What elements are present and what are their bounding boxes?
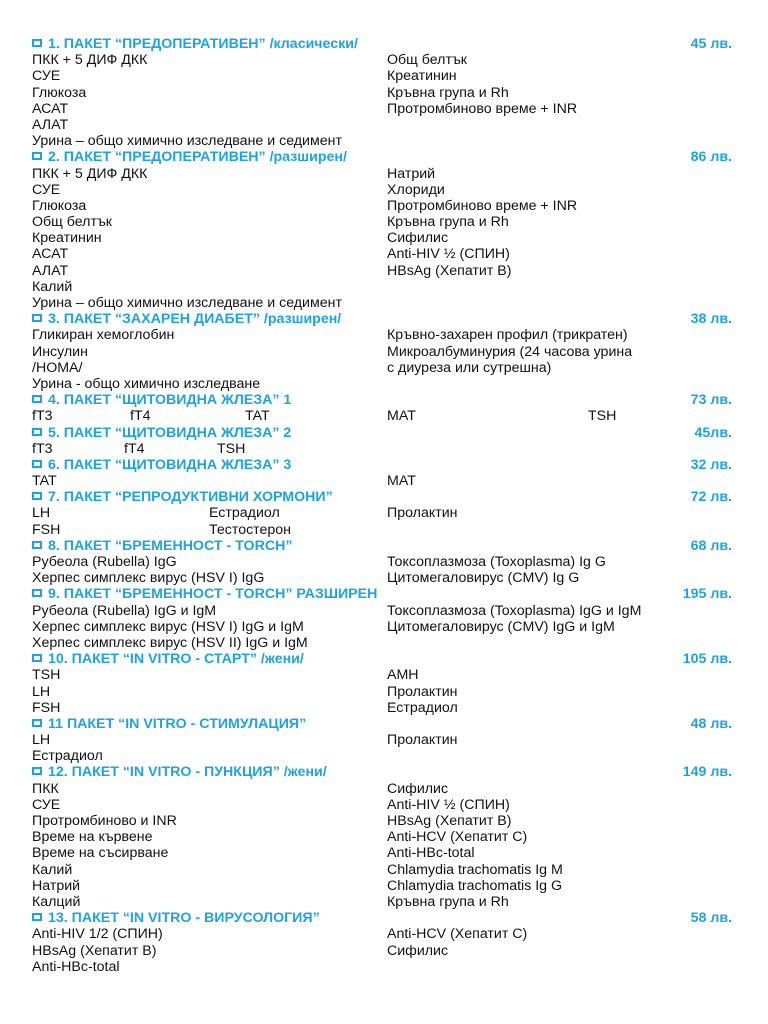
- test-item: Цитомегаловирус (CMV) IgG и IgM: [387, 618, 615, 635]
- package-price: 86 лв.: [690, 149, 732, 166]
- test-item: с диуреза или сутрешна): [387, 359, 552, 376]
- test-row: [32, 845, 736, 861]
- test-item: Хлориди: [387, 181, 445, 198]
- package-title: 1. ПАКЕТ “ПРЕДОПЕРАТИВЕН” /класически/: [48, 36, 358, 52]
- test-item: Сифилис: [387, 230, 449, 247]
- test-item: Тестостерон: [209, 521, 292, 538]
- checkbox-square-icon: [32, 541, 42, 549]
- test-item: fT4: [124, 440, 145, 457]
- test-item: АЛАТ: [32, 116, 69, 133]
- test-item: Кръвна група и Rh: [387, 893, 509, 910]
- test-item: Anti-HIV ½ (СПИН): [387, 246, 510, 263]
- test-row: [32, 360, 736, 376]
- test-row: [32, 101, 736, 117]
- test-item: fT3: [32, 440, 53, 457]
- package-title: 11 ПАКЕТ “IN VITRO - СТИМУЛАЦИЯ”: [48, 715, 307, 732]
- package-5: [32, 425, 736, 457]
- test-item: Пролактин: [387, 505, 458, 522]
- test-item: Протромбиново и INR: [32, 813, 177, 829]
- checkbox-square-icon: [32, 460, 42, 468]
- checkbox-square-icon: [32, 589, 42, 597]
- package-header: [32, 311, 736, 327]
- test-row: [32, 635, 736, 651]
- test-item: СУЕ: [32, 181, 61, 198]
- test-row: [32, 732, 736, 748]
- test-row: [32, 376, 736, 392]
- package-10: [32, 651, 736, 716]
- test-row: [32, 959, 736, 975]
- checkbox-square-icon: [32, 492, 42, 500]
- package-price: 48 лв.: [690, 715, 732, 732]
- package-price: 32 лв.: [690, 456, 732, 473]
- test-row: [32, 441, 736, 457]
- test-item: TSH: [32, 667, 61, 684]
- test-row: [32, 878, 736, 894]
- test-row: [32, 943, 736, 959]
- test-row: [32, 182, 736, 198]
- package-4: [32, 392, 736, 424]
- package-title: 5. ПАКЕТ “ЩИТОВИДНА ЖЛЕЗА” 2: [48, 424, 292, 441]
- test-item: HBsAg (Хепатит B): [32, 942, 157, 959]
- package-price: 58 лв.: [690, 910, 732, 927]
- package-price: 195 лв.: [682, 586, 732, 603]
- test-row: [32, 214, 736, 230]
- checkbox-square-icon: [32, 395, 42, 403]
- package-11: [32, 716, 736, 765]
- test-item: MAT: [387, 408, 416, 425]
- test-item: LH: [32, 683, 51, 700]
- test-item: Anti-HCV (Хепатит C): [387, 926, 528, 943]
- package-header: [32, 149, 736, 165]
- test-item: Естрадиол: [209, 505, 280, 522]
- test-row: [32, 781, 736, 797]
- package-header: [32, 425, 736, 441]
- test-item: fT4: [130, 408, 151, 425]
- package-title: 9. ПАКЕТ “БРЕМЕННОСТ - TORCH” РАЗШИРЕН: [48, 586, 378, 603]
- test-item: FSH: [32, 699, 61, 716]
- package-header: [32, 764, 736, 780]
- test-row: [32, 117, 736, 133]
- test-row: [32, 327, 736, 343]
- package-price: 149 лв.: [682, 764, 732, 781]
- package-title: 8. ПАКЕТ “БРЕМЕННОСТ - TORCH”: [48, 537, 293, 554]
- package-price: 105 лв.: [682, 651, 732, 668]
- test-item: Сифилис: [387, 780, 449, 797]
- test-item: HBsAg (Хепатит B): [387, 262, 512, 279]
- test-item: Урина – общо химично изследване и седимент: [32, 295, 342, 311]
- test-item: Anti-HIV 1/2 (СПИН): [32, 926, 163, 943]
- test-item: Натрий: [387, 165, 436, 182]
- test-item: Калций: [32, 893, 81, 910]
- test-item: ПКК + 5 ДИФ ДКК: [32, 165, 148, 182]
- test-item: Херпес симплекс вирус (HSV II) IgG и IgM: [32, 634, 308, 651]
- test-item: Рубеола (Rubella) IgG: [32, 554, 177, 570]
- package-7: [32, 489, 736, 538]
- package-6: [32, 457, 736, 489]
- test-row: [32, 295, 736, 311]
- test-item: АСАТ: [32, 246, 69, 263]
- test-row: [32, 813, 736, 829]
- package-title: 13. ПАКЕТ “IN VITRO - ВИРУСОЛОГИЯ”: [48, 910, 320, 927]
- test-row: [32, 700, 736, 716]
- package-title: 7. ПАКЕТ “РЕПРОДУКТИВНИ ХОРМОНИ”: [48, 489, 333, 506]
- test-item: АЛАТ: [32, 262, 69, 279]
- test-item: Естрадиол: [32, 748, 103, 765]
- test-row: [32, 748, 736, 764]
- test-row: [32, 926, 736, 942]
- test-item: Рубеола (Rubella) IgG и IgM: [32, 602, 217, 619]
- test-item: Общ белтък: [387, 52, 468, 69]
- test-item: Anti-HBc-total: [387, 845, 475, 862]
- test-item: Anti-HIV ½ (СПИН): [387, 796, 510, 813]
- test-row: [32, 797, 736, 813]
- package-9: [32, 586, 736, 651]
- package-header: [32, 538, 736, 554]
- test-item: Креатинин: [387, 68, 457, 85]
- test-item: Глюкоза: [32, 84, 87, 101]
- test-row: [32, 829, 736, 845]
- test-item: TSH: [588, 408, 617, 425]
- test-row: [32, 133, 736, 149]
- test-item: Anti-HCV (Хепатит C): [387, 829, 528, 846]
- test-item: СУЕ: [32, 68, 61, 85]
- test-item: Гликиран хемоглобин: [32, 327, 175, 344]
- checkbox-square-icon: [32, 152, 42, 160]
- test-item: Кръвна група и Rh: [387, 214, 509, 231]
- test-item: ПКК + 5 ДИФ ДКК: [32, 52, 148, 69]
- package-8: [32, 538, 736, 587]
- package-price: 45 лв.: [690, 36, 732, 52]
- test-item: Протромбиново време + INR: [387, 100, 578, 117]
- test-row: [32, 619, 736, 635]
- test-row: [32, 52, 736, 68]
- test-row: [32, 505, 736, 521]
- test-item: Chlamydia trachomatis Ig G: [387, 877, 563, 894]
- test-item: TAT: [245, 408, 270, 425]
- test-item: Урина - общо химично изследване: [32, 375, 261, 392]
- package-title: 4. ПАКЕТ “ЩИТОВИДНА ЖЛЕЗА” 1: [48, 392, 292, 409]
- test-row: [32, 166, 736, 182]
- package-title: 2. ПАКЕТ “ПРЕДОПЕРАТИВЕН” /разширен/: [48, 149, 347, 166]
- test-row: [32, 603, 736, 619]
- test-item: TAT: [32, 473, 57, 490]
- test-item: Токсоплазмоза (Toxoplasma) IgG и IgM: [387, 602, 642, 619]
- test-row: [32, 684, 736, 700]
- test-item: Пролактин: [387, 683, 458, 700]
- test-row: [32, 85, 736, 101]
- test-item: Калий: [32, 861, 73, 878]
- test-item: fT3: [32, 408, 53, 425]
- test-item: ПКК: [32, 780, 59, 797]
- test-row: [32, 667, 736, 683]
- test-item: Херпес симплекс вирус (HSV I) IgG: [32, 570, 265, 587]
- package-2: [32, 149, 736, 311]
- package-price: 68 лв.: [690, 537, 732, 554]
- package-header: [32, 36, 736, 52]
- test-row: [32, 570, 736, 586]
- test-row: [32, 263, 736, 279]
- test-item: Херпес симплекс вирус (HSV I) IgG и IgM: [32, 618, 304, 635]
- test-item: TSH: [217, 440, 246, 457]
- test-item: Цитомегаловирус (CMV) Ig G: [387, 570, 580, 587]
- test-item: Протромбиново време + INR: [387, 197, 578, 214]
- test-row: [32, 230, 736, 246]
- package-header: [32, 910, 736, 926]
- test-row: [32, 344, 736, 360]
- test-item: HBsAg (Хепатит B): [387, 813, 512, 829]
- test-item: Глюкоза: [32, 197, 87, 214]
- test-item: Сифилис: [387, 942, 449, 959]
- package-title: 12. ПАКЕТ “IN VITRO - ПУНКЦИЯ” /жени/: [48, 764, 327, 781]
- test-item: Естрадиол: [387, 699, 458, 716]
- package-price: 38 лв.: [690, 311, 732, 328]
- package-header: [32, 489, 736, 505]
- test-item: Инсулин: [32, 343, 88, 360]
- test-item: Време на съсирване: [32, 845, 169, 862]
- test-item: Общ белтък: [32, 214, 113, 231]
- checkbox-square-icon: [32, 39, 42, 47]
- test-row: [32, 279, 736, 295]
- test-item: Кръвно-захарен профил (трикратен): [387, 327, 628, 344]
- package-title: 3. ПАКЕТ “ЗАХАРЕН ДИАБЕТ” /разширен/: [48, 311, 342, 328]
- test-item: АСАТ: [32, 100, 69, 117]
- test-item: Време на кървене: [32, 829, 153, 846]
- test-item: СУЕ: [32, 796, 61, 813]
- checkbox-square-icon: [32, 767, 42, 775]
- package-header: [32, 392, 736, 408]
- test-row: [32, 554, 736, 570]
- test-row: [32, 522, 736, 538]
- test-item: /HOMA/: [32, 359, 83, 376]
- test-item: LH: [32, 732, 51, 749]
- test-item: FSH: [32, 521, 61, 538]
- test-row: [32, 894, 736, 910]
- package-3: [32, 311, 736, 392]
- price-list: [32, 36, 736, 975]
- test-row: [32, 68, 736, 84]
- test-item: Калий: [32, 278, 73, 295]
- package-header: [32, 716, 736, 732]
- package-header: [32, 586, 736, 602]
- package-13: [32, 910, 736, 975]
- package-price: 72 лв.: [690, 489, 732, 506]
- test-item: MAT: [387, 473, 416, 490]
- test-item: Креатинин: [32, 230, 102, 247]
- package-title: 6. ПАКЕТ “ЩИТОВИДНА ЖЛЕЗА” 3: [48, 456, 292, 473]
- test-item: Chlamydia trachomatis Ig M: [387, 861, 563, 878]
- package-title: 10. ПАКЕТ “IN VITRO - СТАРТ” /жени/: [48, 651, 304, 668]
- test-item: AMH: [387, 667, 419, 684]
- package-header: [32, 651, 736, 667]
- package-12: [32, 764, 736, 910]
- test-row: [32, 408, 736, 424]
- package-price: 73 лв.: [690, 392, 732, 409]
- test-row: [32, 862, 736, 878]
- test-item: Anti-HBc-total: [32, 958, 120, 975]
- test-item: Пролактин: [387, 732, 458, 749]
- test-item: Микроалбуминурия (24 часова урина: [387, 343, 633, 360]
- checkbox-square-icon: [32, 314, 42, 322]
- test-row: [32, 473, 736, 489]
- test-row: [32, 198, 736, 214]
- package-price: 45лв.: [694, 424, 732, 441]
- test-item: Урина – общо химично изследване и седимент: [32, 133, 342, 150]
- checkbox-square-icon: [32, 654, 42, 662]
- test-item: LH: [32, 505, 51, 522]
- test-row: [32, 246, 736, 262]
- test-item: Натрий: [32, 877, 81, 894]
- test-item: Токсоплазмоза (Toxoplasma) Ig G: [387, 554, 606, 570]
- checkbox-square-icon: [32, 719, 42, 727]
- package-header: [32, 457, 736, 473]
- test-item: Кръвна група и Rh: [387, 84, 509, 101]
- checkbox-square-icon: [32, 428, 42, 436]
- package-1: [32, 36, 736, 149]
- checkbox-square-icon: [32, 913, 42, 921]
